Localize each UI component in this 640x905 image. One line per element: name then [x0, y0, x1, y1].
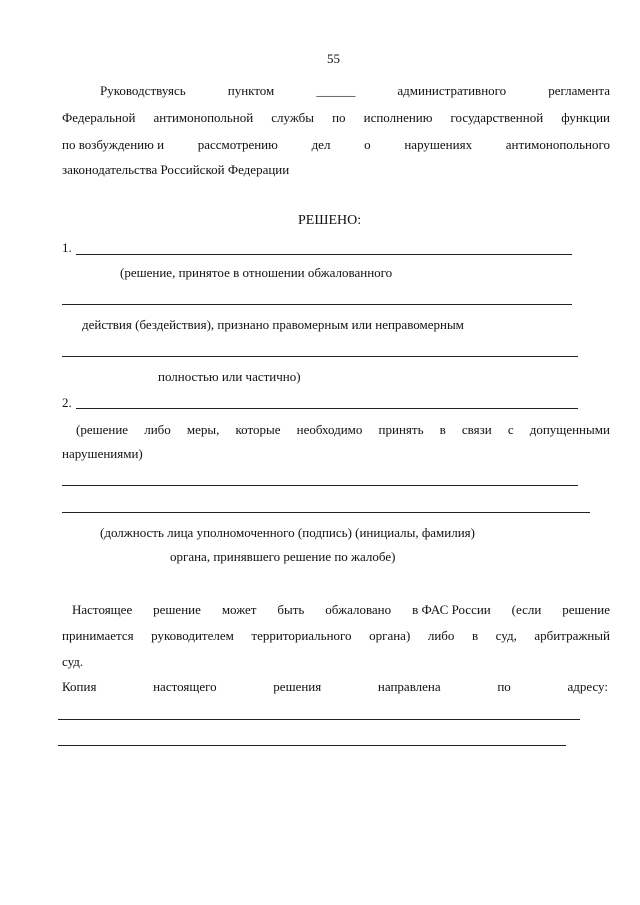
copy-line-1: Копия настоящего решения направлена по адресу:: [62, 679, 608, 694]
item-1-blank-line-3: [62, 356, 578, 357]
decision-heading: РЕШЕНО:: [298, 213, 362, 228]
intro-line-3: по возбуждению и рассмотрению дел о нарушениях антимонопольного: [62, 137, 610, 152]
item-1-caption-2: действия (бездействия), признано правомерным или неправомерным: [82, 317, 464, 332]
item-2-caption-2: нарушениями): [62, 446, 143, 461]
intro-line-1: Руководствуясь пунктом ______ административного регламента: [100, 83, 610, 98]
signature-blank-line: [62, 512, 590, 513]
appeal-line-1: Настоящее решение может быть обжаловано в ФАС России (если решение: [72, 602, 610, 617]
item-2-caption-1: (решение либо меры, которые необходимо принять в связи с допущенными: [76, 422, 610, 437]
appeal-line-3: суд.: [62, 654, 84, 669]
item-2-blank-line: [76, 408, 578, 409]
item-2-number: 2.: [62, 395, 72, 410]
item-1-number: 1.: [62, 240, 72, 255]
address-blank-line-2: [58, 745, 566, 746]
signature-caption-1: (должность лица уполномоченного (подпись) (инициалы, фамилия): [100, 525, 475, 540]
intro-line-2: Федеральной антимонопольной службы по исполнению государственной функции: [62, 110, 610, 125]
item-1-caption-1: (решение, принятое в отношении обжалованного: [120, 265, 393, 280]
intro-line-4: законодательства Российской Федерации: [62, 162, 290, 177]
item-2-blank-line-2: [62, 485, 578, 486]
item-1-blank-line: [76, 254, 572, 255]
address-blank-line-1: [58, 719, 580, 720]
signature-caption-2: органа, принявшего решение по жалобе): [170, 549, 396, 564]
page-number: 55: [327, 51, 340, 66]
item-1-blank-line-2: [62, 304, 572, 305]
appeal-line-2: принимается руководителем территориального органа) либо в суд, арбитражный: [62, 628, 610, 643]
item-1-caption-3: полностью или частично): [158, 369, 301, 384]
